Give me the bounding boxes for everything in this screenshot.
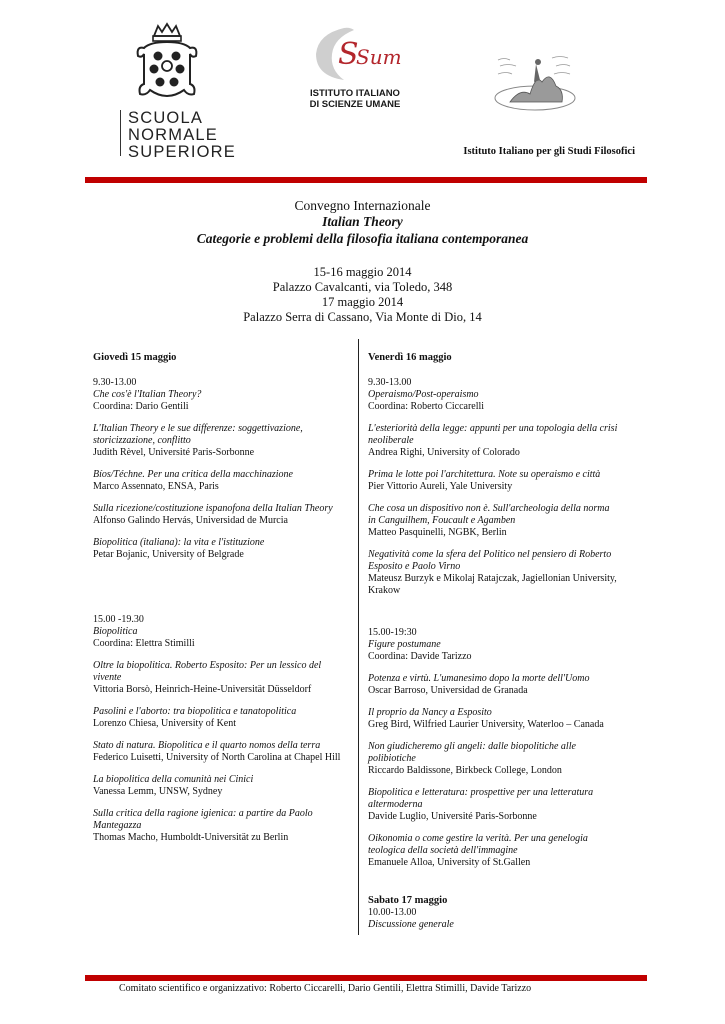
talk-title: Prima le lotte poi l'architettura. Note su operaismo e città [368,469,601,480]
talk-speaker: Judith Rèvel, Université Paris-Sorbonne [93,447,255,458]
session-topic: Che cos'è l'Italian Theory? [93,389,202,400]
saturday-session [368,895,618,931]
talk-title: La biopolitica della comunità nei Cinici [93,774,254,785]
talk-title: Che cosa un dispositivo non è. Sull'archeologia della norma in Canguilhem, Foucault e Agamben [368,503,610,526]
top-red-rule [85,177,647,183]
talk-title: Oltre la biopolitica. Roberto Esposito: Per un lessico del vivente [93,660,322,683]
conference-subtitle: Categorie e problemi della filosofia italiana contemporanea [196,231,529,246]
session-header [368,377,618,413]
talk-speaker: Emanuele Alloa, University of St.Gallen [368,857,531,868]
day-heading: Giovedì 15 maggio [93,352,177,363]
session-time: 9.30-13.00 [93,377,137,388]
talk-title: L'Italian Theory e le sue differenze: soggettivazione, storicizzazione, conflitto [93,423,303,446]
sum-monogram-text: Sum [356,45,402,69]
talk-item [368,673,618,697]
talk-speaker: Lorenzo Chiesa, University of Kent [93,718,237,729]
talk-title: Bíos/Téchne. Per una critica della macchinazione [93,469,293,480]
talk-speaker: Matteo Pasquinelli, NGBK, Berlin [368,527,507,538]
session-topic: Operaismo/Post-operaismo [368,389,479,400]
talk-item [368,503,618,539]
talk-item [93,503,343,527]
talk-speaker: Alfonso Galindo Hervás, Universidad de Murcia [93,515,288,526]
istituto-scienze-umane-logo [300,24,410,124]
talk-speaker: Oscar Barroso, Universidad de Granada [368,685,528,696]
session-chair: Coordina: Roberto Ciccarelli [368,401,485,412]
organizing-committee: Comitato scientifico e organizzativo: Roberto Ciccarelli, Dario Gentili, Elettra Stimilli, Davide Tarizzo [119,983,532,994]
talk-speaker: Petar Bojanic, University of Belgrade [93,549,244,560]
talk-title: Il proprio da Nancy a Esposito [368,707,492,718]
talk-title: Stato di natura. Biopolitica e il quarto nomos della terra [93,740,321,751]
session-chair: Coordina: Davide Tarizzo [368,651,472,662]
talk-title: Sulla critica della ragione igienica: a partire da Paolo Mantegazza [93,808,313,831]
conference-title: Italian Theory [322,214,403,229]
talk-item [368,469,618,493]
talk-item [368,549,618,597]
talk-item [93,469,343,493]
sns-divider [120,110,121,156]
session-chair: Coordina: Elettra Stimilli [93,638,195,649]
talk-item [93,423,343,459]
talk-speaker: Greg Bird, Wilfried Laurier University, Waterloo – Canada [368,719,604,730]
talk-title: L'esteriorità della legge: appunti per una topologia della crisi neoliberale [368,423,618,446]
talk-item [93,537,343,561]
sum-monogram-icon [304,24,404,86]
talk-speaker: Federico Luisetti, University of North Carolina at Chapel Hill [93,752,341,763]
svg-text:S: S [338,37,359,72]
talk-title: Sulla ricezione/costituzione ispanofona della Italian Theory [93,503,333,514]
talk-speaker: Thomas Macho, Humboldt-Universität zu Berlin [93,832,289,843]
session-header [93,614,343,650]
session-header [93,377,343,413]
sns-line-3: SUPERIORE [128,143,236,161]
dates-line-2: 17 maggio 2014 [321,295,404,309]
talk-speaker: Davide Luglio, Université Paris-Sorbonne [368,811,537,822]
session-header [368,627,618,663]
day-heading: Sabato 17 maggio [368,895,448,906]
talk-item [93,740,343,764]
talk-item [368,833,618,869]
talk-item [93,808,343,844]
program-thursday [93,352,343,854]
program-friday [368,352,618,931]
isu-wordmark [300,88,410,110]
session-time: 10.00-13.00 [368,907,417,918]
session-topic: Figure postumane [368,639,441,650]
istituto-studi-filosofici-logo [490,52,580,114]
session-time: 9.30-13.00 [368,377,412,388]
session-time: 15.00-19:30 [368,627,417,638]
scuola-normale-logo [118,22,236,162]
session-topic: Discussione generale [368,919,454,930]
sns-wordmark [128,110,236,161]
venue-line-2: Palazzo Serra di Cassano, Via Monte di Dio, 14 [243,310,482,324]
engraving-emblem-icon [490,52,580,114]
talk-speaker: Pier Vittorio Aureli, Yale University [368,481,513,492]
talk-item [368,741,618,777]
talk-item [93,774,343,798]
talk-title: Biopolitica (italiana): la vita e l'istituzione [93,537,265,548]
venue-line-1: Palazzo Cavalcanti, via Toledo, 348 [272,280,453,294]
session-chair: Coordina: Dario Gentili [93,401,189,412]
talk-speaker: Riccardo Baldissone, Birkbeck College, London [368,765,562,776]
sns-line-2: NORMALE [128,126,218,144]
bottom-red-rule [85,975,647,981]
session-gap [368,879,618,895]
session-gap [368,607,618,627]
iisf-label: Istituto Italiano per gli Studi Filosofici [463,146,635,157]
session-time: 15.00 -19.30 [93,614,144,625]
talk-speaker: Marco Assennato, ENSA, Paris [93,481,219,492]
talk-item [368,423,618,459]
talk-title: Biopolitica e letteratura: prospettive per una letteratura altermoderna [368,787,594,810]
talk-title: Pasolini e l'aborto: tra biopolitica e tanatopolitica [93,706,297,717]
talk-title: Oikonomia o come gestire la verità. Per una genelogia teologica della società dell'immagine [368,833,588,856]
dates-line-1: 15-16 maggio 2014 [313,265,412,279]
talk-speaker: Mateusz Burzyk e Mikolaj Ratajczak, Jagiellonian University, Krakow [368,573,617,596]
crest-icon [132,22,202,104]
day-heading: Venerdì 16 maggio [368,352,452,363]
talk-speaker: Vittoria Borsò, Heinrich-Heine-Universität Düsseldorf [93,684,312,695]
talk-title: Non giudicheremo gli angeli: dalle biopolitiche alle polibiotiche [368,741,576,764]
talk-item [368,707,618,731]
talk-speaker: Andrea Righi, University of Colorado [368,447,520,458]
talk-item [93,706,343,730]
talk-item [368,787,618,823]
isu-line-1: ISTITUTO ITALIANO [310,88,400,99]
session-gap [93,571,343,614]
talk-speaker: Vanessa Lemm, UNSW, Sydney [93,786,223,797]
sns-line-1: SCUOLA [128,109,204,127]
isu-line-2: DI SCIENZE UMANE [309,99,401,110]
talk-title: Potenza e virtù. L'umanesimo dopo la morte dell'Uomo [368,673,590,684]
column-divider [358,339,359,935]
session-topic: Biopolitica [93,626,138,637]
talk-title: Negatività come la sfera del Politico nel pensiero di Roberto Esposito e Paolo Virno [368,549,612,572]
conference-type: Convegno Internazionale [294,198,431,213]
talk-item [93,660,343,696]
